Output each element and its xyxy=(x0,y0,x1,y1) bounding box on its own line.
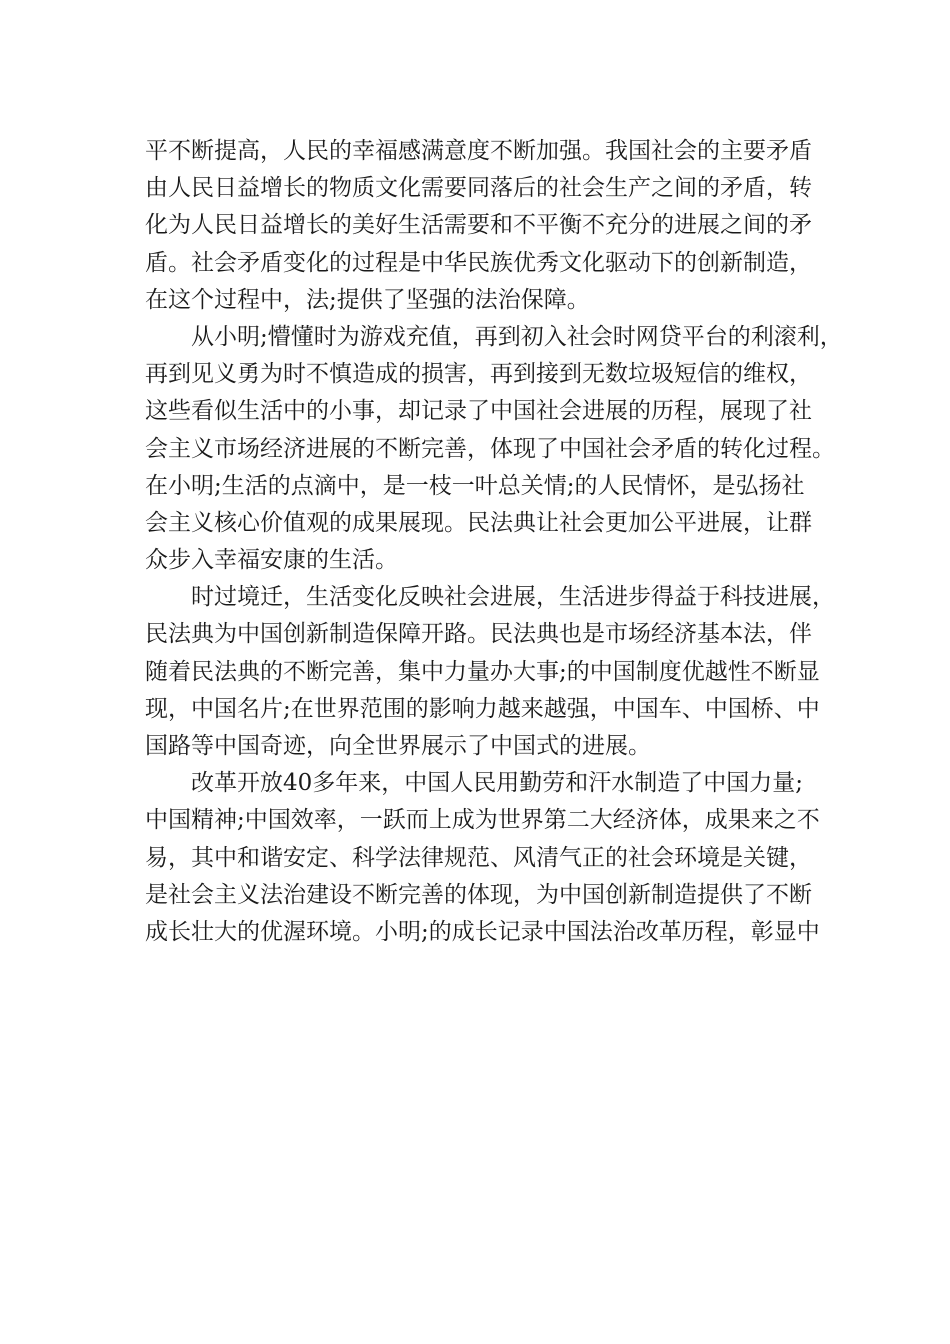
paragraph-first-line: 时过境迁，生活变化反映社会进展，生活进步得益于科技进展， xyxy=(191,584,835,611)
text-line: 成长壮大的优渥环境。小明;的成长记录中国法治改革历程，彰显中 xyxy=(145,918,820,945)
text-line: 在小明;生活的点滴中，是一枝一叶总关情;的人民情怀，是弘扬社 xyxy=(145,472,805,499)
text-line: 中国精神;中国效率，一跃而上成为世界第二大经济体，成果来之不 xyxy=(145,807,820,834)
text-line: 这些看似生活中的小事，却记录了中国社会进展的历程，展现了社 xyxy=(145,398,812,425)
text-line: 由人民日益增长的物质文化需要同落后的社会生产之间的矛盾，转 xyxy=(145,175,812,202)
text-line: 民法典为中国创新制造保障开路。民法典也是市场经济基本法，伴 xyxy=(145,621,812,648)
text-line: 会主义核心价值观的成果展现。民法典让社会更加公平进展，让群 xyxy=(145,509,812,536)
text-line: 盾。社会矛盾变化的过程是中华民族优秀文化驱动下的创新制造， xyxy=(145,249,812,276)
text-line: 是社会主义法治建设不断完善的体现，为中国创新制造提供了不断 xyxy=(145,881,812,908)
text-line: 随着民法典的不断完善，集中力量办大事;的中国制度优越性不断显 xyxy=(145,658,820,685)
text-line: 众步入幸福安康的生活。 xyxy=(145,547,398,574)
text-line: 平不断提高，人民的幸福感满意度不断加强。我国社会的主要矛盾 xyxy=(145,138,812,164)
text-line: 再到见义勇为时不慎造成的损害，再到接到无数垃圾短信的维权， xyxy=(145,361,812,388)
paragraph-first-line: 改革开放40多年来，中国人民用勤劳和汗水制造了中国力量; xyxy=(191,770,804,797)
body-text xyxy=(145,133,843,951)
text-line: 现，中国名片;在世界范围的影响力越来越强，中国车、中国桥、中 xyxy=(145,695,820,722)
text-line: 会主义市场经济进展的不断完善，体现了中国社会矛盾的转化过程。 xyxy=(145,435,835,462)
text-line: 在这个过程中，法;提供了坚强的法治保障。 xyxy=(145,286,590,313)
text-line: 化为人民日益增长的美好生活需要和不平衡不充分的进展之间的矛 xyxy=(145,212,812,239)
paragraph-first-line: 从小明;懵懂时为游戏充值，再到初入社会时网贷平台的利滚利， xyxy=(191,323,843,350)
text-line: 国路等中国奇迹，向全世界展示了中国式的进展。 xyxy=(145,733,651,759)
text-line: 易，其中和谐安定、科学法律规范、风清气正的社会环境是关键， xyxy=(145,844,812,871)
